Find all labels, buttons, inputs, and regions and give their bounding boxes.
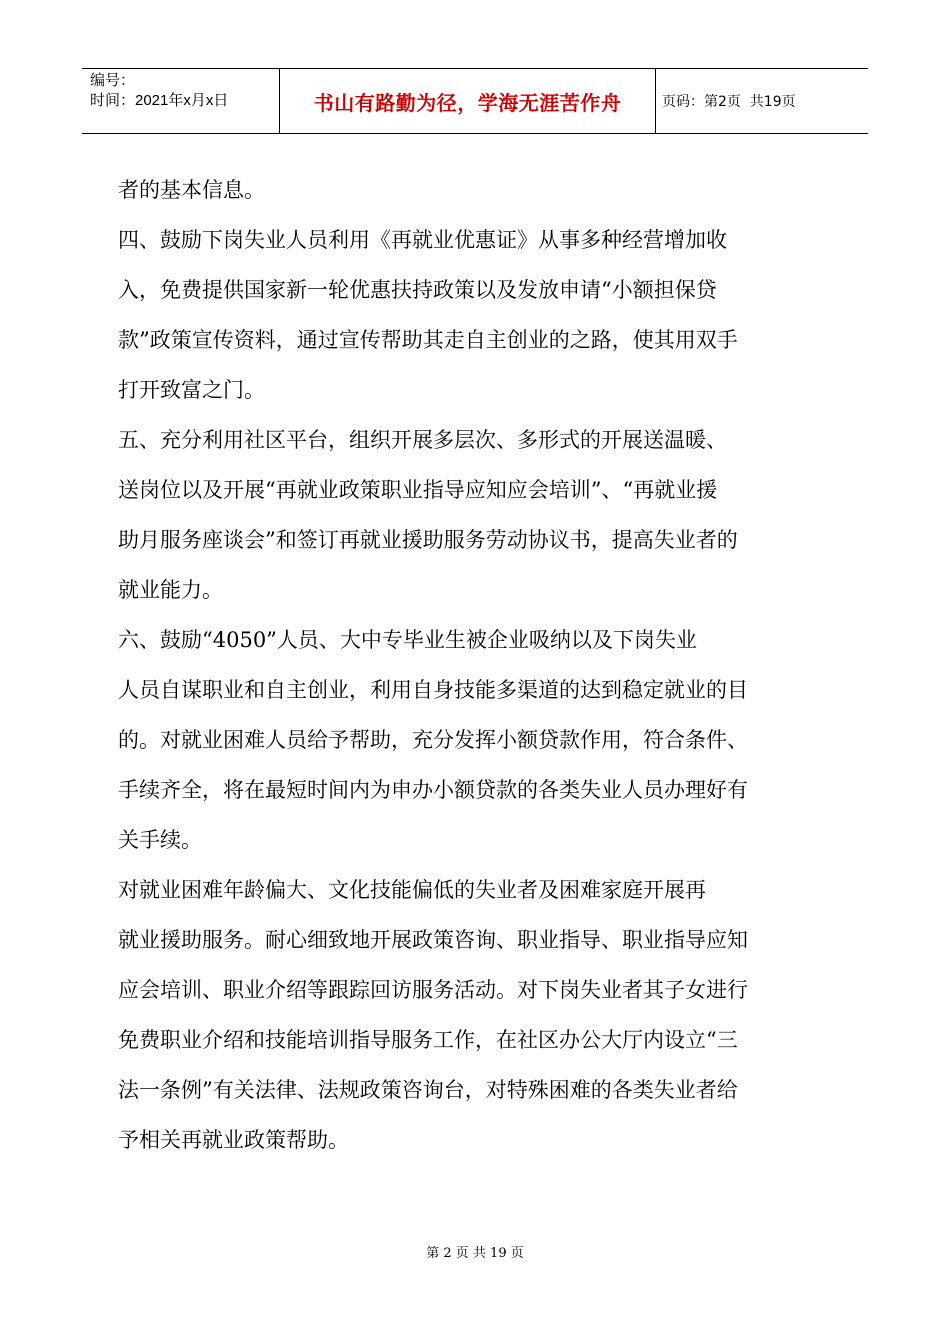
header-motto: 书山有路勤为径，学海无涯苦作舟 — [280, 69, 656, 133]
body-line: 者的基本信息。 — [118, 178, 265, 202]
body-line: 应会培训、职业介绍等跟踪回访服务活动。对下岗失业者其子女进行 — [118, 978, 748, 1002]
body-line: 人员自谋职业和自主创业，利用自身技能多渠道的达到稳定就业的目 — [118, 678, 748, 702]
body-line: 手续齐全，将在最短时间内为申办小额贷款的各类失业人员办理好有 — [118, 778, 748, 802]
header-time: 时间：2021年x月x日 — [90, 92, 229, 109]
body-line: 就业援助服务。耐心细致地开展政策咨询、职业指导、职业指导应知 — [118, 928, 748, 952]
body-line: 送岗位以及开展“再就业政策职业指导应知应会培训”、“再就业援 — [118, 478, 718, 502]
body-line: 助月服务座谈会”和签订再就业援助服务劳动协议书，提高失业者的 — [118, 528, 738, 552]
body-line: 免费职业介绍和技能培训指导服务工作，在社区办公大厅内设立“三 — [118, 1028, 738, 1052]
page-footer: 第 2 页 共 19 页 — [426, 1246, 524, 1261]
body-line: 就业能力。 — [118, 578, 223, 602]
body-line: 五、充分利用社区平台，组织开展多层次、多形式的开展送温暖、 — [118, 428, 727, 452]
header-number: 编号： — [90, 72, 136, 89]
body-line: 打开致富之门。 — [118, 378, 265, 402]
body-line: 四、鼓励下岗失业人员利用《再就业优惠证》从事多种经营增加收 — [118, 228, 727, 252]
page-header — [82, 68, 868, 134]
body-line: 予相关再就业政策帮助。 — [118, 1128, 349, 1152]
body-line: 法一条例”有关法律、法规政策咨询台，对特殊困难的各类失业者给 — [118, 1078, 738, 1102]
body-line: 款”政策宣传资料，通过宣传帮助其走自主创业的之路，使其用双手 — [118, 328, 738, 352]
body-line: 对就业困难年龄偏大、文化技能偏低的失业者及困难家庭开展再 — [118, 878, 706, 902]
header-meta — [82, 69, 280, 133]
body-line: 入，免费提供国家新一轮优惠扶持政策以及发放申请“小额担保贷 — [118, 278, 717, 302]
header-page-info: 页码：第2页 共19页 — [662, 94, 796, 110]
body-line: 关手续。 — [118, 828, 202, 852]
body-line: 六、鼓励“4050”人员、大中专毕业生被企业吸纳以及下岗失业 — [118, 628, 697, 652]
body-line: 的。对就业困难人员给予帮助，充分发挥小额贷款作用，符合条件、 — [118, 728, 748, 752]
